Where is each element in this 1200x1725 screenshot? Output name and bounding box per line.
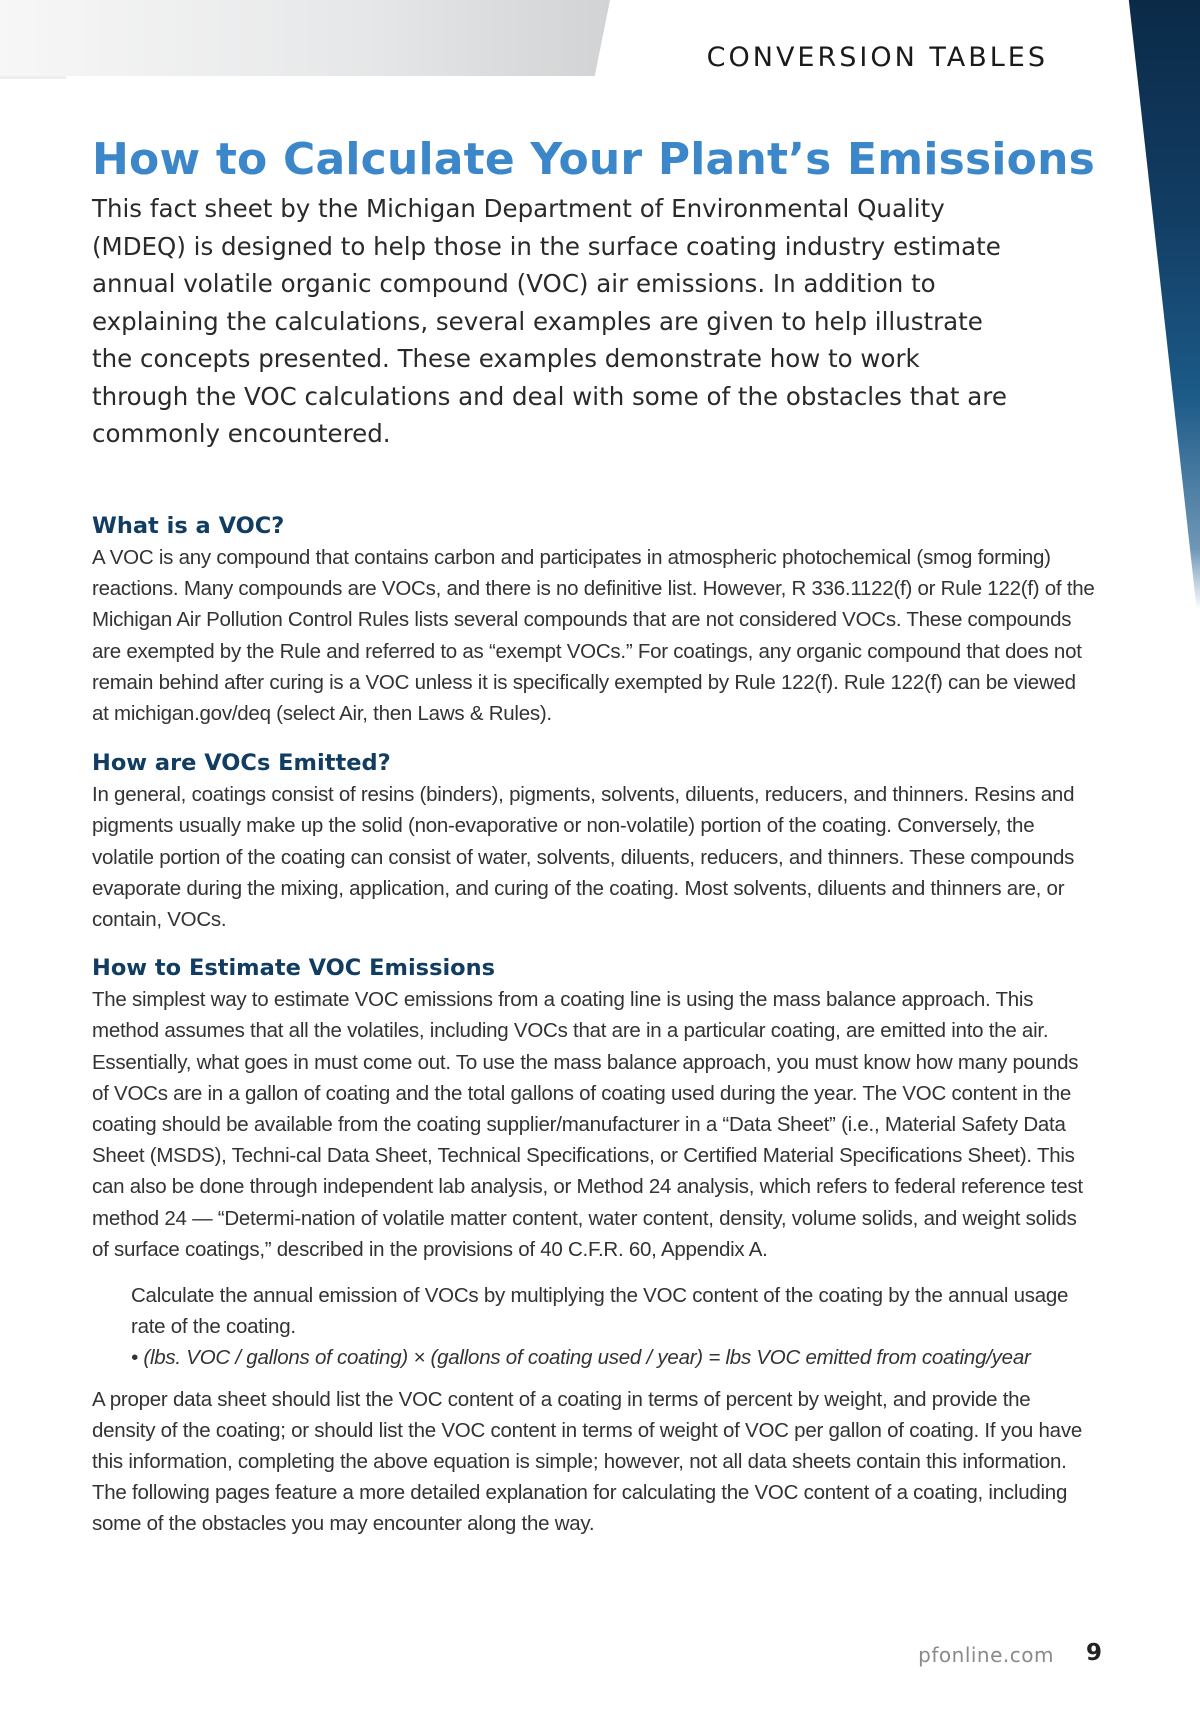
page-title: How to Calculate Your Plant’s Emissions xyxy=(92,134,1096,185)
paragraph-calculate-annual: Calculate the annual emission of VOCs by multiplying the VOC content of the coating by the annual usage rate of the coating. xyxy=(131,1284,1069,1339)
heading-what-is-voc: What is a VOC? xyxy=(92,513,285,539)
heading-estimate-voc: How to Estimate VOC Emissions xyxy=(92,955,496,982)
section-label: CONVERSION TABLES xyxy=(706,42,1048,73)
intro-paragraph: This fact sheet by the Michigan Department of Environmental Quality (MDEQ) is designed to help those in the surface coating industry estimate annual volatile organic compound (VOC) air emissions. In addition to explaining the calculations, several examples are given to help illustrate the concepts presented. These examples demonstrate how to work through the VOC calculations and deal with some of the obstacles that are commonly encountered. xyxy=(92,194,1007,448)
paragraph-data-sheet: A proper data sheet should list the VOC content of a coating in terms of percent by weight, and provide the density of the coating; or should list the VOC content in terms of weight of VOC per gallon of coating. If you have this information, completing the above equation is simple; however, not all data sheets contain this information. The following pages feature a more detailed explanation for calculating the VOC content of a coating, including some of the obstacles you may encounter along the way. xyxy=(92,1387,1082,1536)
formula-bullet: • (lbs. VOC / gallons of coating) × (gallons of coating used / year) = lbs VOC emitted from coating/year xyxy=(131,1346,1031,1370)
paragraph-estimate-voc: The simplest way to estimate VOC emissions from a coating line is using the mass balance approach. This method assumes that all the volatiles, including VOCs that are in a particular coating, are emitted into the air. Essentially, what goes in must come out. To use the mass balance approach, you must know how many pounds of VOCs are in a gallon of coating and the total gallons of coating used during the year. The VOC content in the coating should be available from the coating supplier/manufacturer in a “Data Sheet” (i.e., Material Safety Data Sheet (MSDS), Techni-cal Data Sheet, Technical Specifications, or Certified Material Specifications Sheet). This can also be done through independent lab analysis, or Method 24 analysis, which refers to federal reference test method 24 — “Determi-nation of volatile matter content, water content, density, volume solids, and weight solids of surface coatings,” described in the provisions of 40 C.F.R. 60, Appendix A. xyxy=(92,988,1083,1261)
header-gray-band xyxy=(0,0,610,76)
header-band-edge xyxy=(0,76,66,79)
page-number: 9 xyxy=(1085,1640,1102,1666)
paragraph-how-vocs-emitted: In general, coatings consist of resins (binders), pigments, solvents, diluents, reducers, and thinners. Resins and pigments usually make up the solid (non-evaporative or non-volatile) portion of the coating. Conversely, the volatile portion of the coating can consist of water, solvents, diluents, reducers, and thinners. These compounds evaporate during the mixing, application, and curing of the coating. Most solvents, diluents and thinners are, or contain, VOCs. xyxy=(92,783,1075,932)
side-blue-band xyxy=(1120,0,1200,610)
footer-site: pfonline.com xyxy=(918,1643,1054,1667)
heading-how-vocs-emitted: How are VOCs Emitted? xyxy=(92,750,391,777)
main-content xyxy=(92,510,1097,1540)
paragraph-what-is-voc: A VOC is any compound that contains carbon and participates in atmospheric photochemical (smog forming) reactions. Many compounds are VOCs, and there is no definitive list. However, R 336.1122(f) or Rule 122(f) of the Michigan Air Pollution Control Rules lists several compounds that are not considered VOCs. These compounds are exempted by the Rule and referred to as “exempt VOCs.” For coatings, any organic compound that does not remain behind after curing is a VOC unless it is specifically exempted by Rule 122(f). Rule 122(f) can be viewed at michigan.gov/deq (select Air, then Laws & Rules). xyxy=(92,546,1095,726)
